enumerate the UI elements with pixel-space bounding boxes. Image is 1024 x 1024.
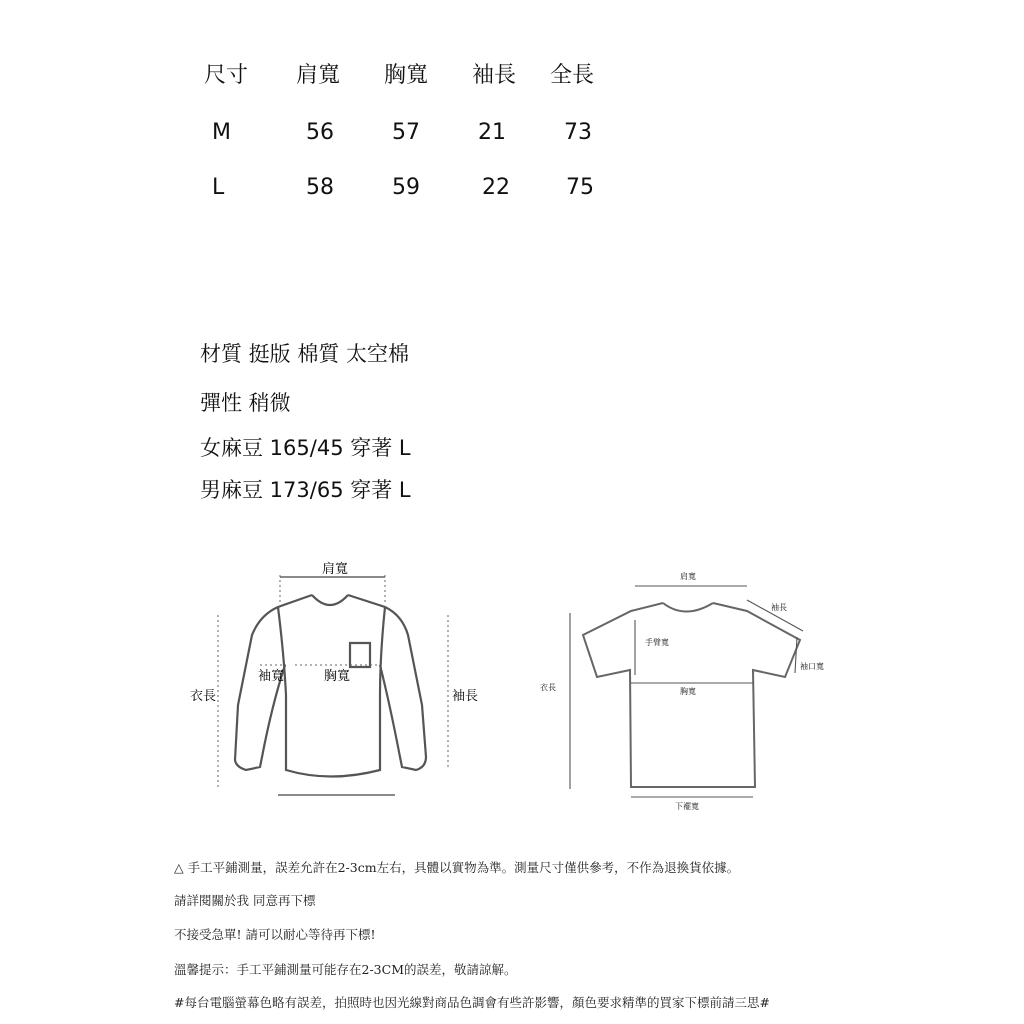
tshirt-sleeve-length-label: 袖長 [771, 603, 787, 612]
row-m-length: 73 [564, 120, 592, 145]
row-l-chest: 59 [392, 175, 420, 200]
sweatshirt-shoulder-label: 肩寬 [322, 562, 349, 577]
tshirt-cuff-label: 袖口寬 [800, 662, 824, 671]
sweatshirt-arrows [278, 577, 395, 795]
note-reminder: 溫馨提示：手工平鋪測量可能存在2-3CM的誤差，敬請諒解。 [174, 962, 517, 977]
header-chest: 胸寬 [384, 63, 429, 88]
sweatshirt-diagram [180, 555, 520, 835]
row-m-sleeve: 21 [478, 120, 506, 145]
row-m-chest: 57 [392, 120, 420, 145]
tshirt-diagram [535, 565, 855, 815]
header-shoulder: 肩寬 [296, 63, 341, 88]
sweatshirt-sleeve-width-label: 袖寬 [258, 669, 285, 684]
tshirt-chest-label: 胸寬 [680, 687, 696, 696]
sweatshirt-sleeve-length-label: 袖長 [452, 689, 479, 704]
note-color: #每台電腦螢幕色略有誤差，拍照時也因光線對商品色調會有些許影響，顏色要求精準的買家下標前請三思# [174, 995, 770, 1010]
elasticity-line: 彈性 稍微 [200, 391, 291, 415]
note-measurement: △ 手工平鋪測量，誤差允許在2-3cm左右，具體以實物為準。測量尺寸僅供參考，不作為退換貨依據。 [174, 860, 740, 875]
tshirt-length-label: 衣長 [540, 683, 556, 692]
sweatshirt-chest-label: 胸寬 [324, 669, 351, 684]
material-line: 材質 挺版 棉質 太空棉 [200, 342, 410, 366]
row-m-shoulder: 56 [306, 120, 334, 145]
header-length: 全長 [550, 63, 595, 88]
note-no-rush: 不接受急單! 請可以耐心等待再下標! [174, 927, 376, 942]
header-sleeve: 袖長 [472, 63, 517, 88]
male-model-line: 男麻豆 173/65 穿著 L [200, 478, 411, 502]
sweatshirt-outline [235, 595, 426, 777]
sweatshirt-length-label: 衣長 [190, 689, 217, 704]
row-l-sleeve: 22 [482, 175, 510, 200]
row-m-size: M [212, 120, 231, 145]
tshirt-hem-label: 下襬寬 [675, 802, 699, 811]
tshirt-shoulder-label: 肩寬 [680, 572, 696, 581]
row-l-shoulder: 58 [306, 175, 334, 200]
sweatshirt-guides [218, 575, 448, 795]
tshirt-arm-width-label: 手臂寬 [645, 638, 669, 647]
note-read-first: 請詳閱關於我 同意再下標 [174, 893, 316, 908]
female-model-line: 女麻豆 165/45 穿著 L [200, 436, 411, 460]
row-l-length: 75 [566, 175, 594, 200]
header-size: 尺寸 [204, 63, 249, 88]
row-l-size: L [212, 175, 225, 200]
